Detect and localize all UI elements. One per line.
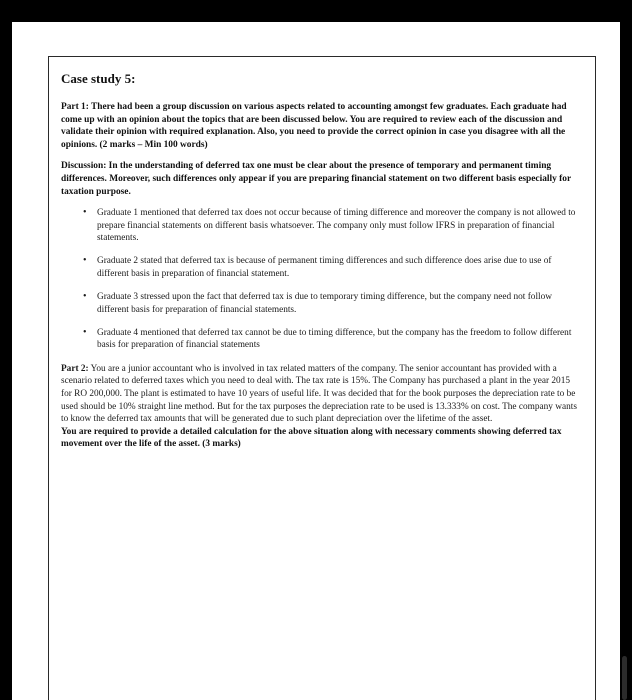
opinion-item-1: [61, 207, 583, 244]
bullet-icon: •: [83, 255, 87, 267]
opinion-item-3: [61, 291, 583, 316]
requirement-paragraph: You are required to provide a detailed calculation for the above situation along with necessary comments showing deferred tax movement over the life of the asset. (3 marks): [61, 426, 562, 450]
bullet-icon: •: [83, 327, 87, 338]
page-background: [12, 22, 620, 700]
opinion-text-1: Graduate 1 mentioned that deferred tax does not occur because of timing difference and moreover the company is not allowed to prepare financial statements on different basis whatsoever. The company only must follow IFRS in preparation of financial statements.: [97, 208, 576, 243]
part2-text: You are a junior accountant who is involved in tax related matters of the company. The senior accountant has provided with a scenario related to deferred taxes which you need to deal with. The tax rate is 15%. The Company has purchased a plant in the year 2015 for RO 200,000. The plant is estimated to have 10 years of useful life. It was decided that for the book purposes the depreciation rate to be used should be 10% straight line method. But for the tax purposes the depreciation rate to be used is 13.333% on cost. The company wants to know the deferred tax amounts that will be generated due to such plant depreciation over the lifetime of the asset.: [61, 363, 577, 425]
part1-label: Part 1:: [61, 102, 89, 112]
document-frame: [48, 56, 596, 700]
bullet-icon: •: [83, 291, 87, 303]
bullet-icon: •: [83, 207, 87, 219]
part1-text: There had been a group discussion on various aspects related to accounting amongst few graduates. Each graduate had come up with an opinion about the topics that are been discussed below. You are required to review each of the discussion and validate their opinion with required explanation. Also, you need to provide the correct opinion in case you disagree with all the opinions. (2 marks – Min 100 words): [61, 102, 567, 150]
part2-paragraph: [61, 363, 583, 426]
part1-paragraph: [61, 101, 583, 151]
opinions-list: [61, 207, 583, 352]
opinion-item-4: [61, 327, 583, 352]
discussion-paragraph: Discussion: In the understanding of deferred tax one must be clear about the presence of temporary and permanent timing differences. Moreover, such differences only appear if you are preparing financial statement on two different basis especially for taxation purpose.: [61, 161, 571, 197]
opinion-text-4: Graduate 4 mentioned that deferred tax cannot be due to timing difference, but the company has the freedom to follow different basis for preparation of financial statements: [97, 328, 572, 351]
opinion-item-2: [61, 255, 583, 280]
scrollbar-handle[interactable]: [622, 656, 627, 700]
part2-label: Part 2:: [61, 363, 89, 374]
opinion-text-2: Graduate 2 stated that deferred tax is because of permanent timing differences and such difference does arise due to use of different basis in preparation of financial statement.: [97, 256, 552, 279]
opinion-text-3: Graduate 3 stressed upon the fact that deferred tax is due to temporary timing difference, but the company need not follow different basis for preparation of financial statements.: [97, 292, 552, 315]
case-study-title: Case study 5:: [61, 71, 136, 86]
